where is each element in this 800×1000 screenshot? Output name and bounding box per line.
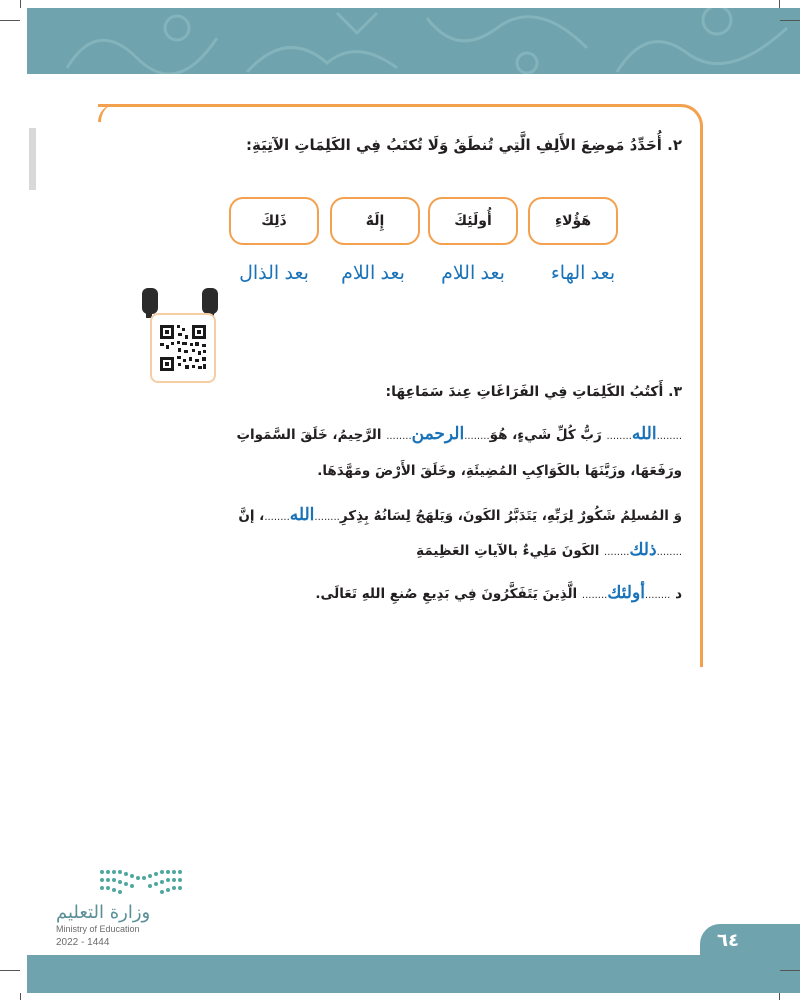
question-2-title: ٢. أُحَدِّدُ مَوضِعَ الأَلِفِ الَّتِي تُنطَقُ وَلَا تُكتَبُ فِي الكَلِمَاتِ الآتِيَةِ: xyxy=(246,136,682,154)
vision-dots-icon xyxy=(98,866,188,898)
blank: ........ xyxy=(644,590,671,601)
blank: ........ xyxy=(656,547,682,558)
sentence-text: ، إنَّ xyxy=(238,508,265,524)
answer-3: بعد اللام xyxy=(341,263,405,284)
sentence-text: الَّذِينَ يَتَفَكَّرُونَ فِي بَدِيعِ صُنعِ اللهِ تَعَالَى. xyxy=(315,586,578,602)
qr-code-icon xyxy=(152,315,214,381)
q3-line-1 xyxy=(236,424,682,444)
page-number: ٦٤ xyxy=(717,930,739,951)
blank: ........ xyxy=(314,512,340,523)
crop-mark xyxy=(0,20,20,21)
qr-code-frame[interactable] xyxy=(150,313,216,383)
ministry-name-en: Ministry of Education xyxy=(56,924,140,934)
item-letter: د xyxy=(675,586,682,602)
filled-answer: الله xyxy=(289,505,315,524)
blank: ........ xyxy=(581,590,608,601)
filled-answer: الرحمن xyxy=(411,424,465,443)
ministry-name-ar: وزارة التعليم xyxy=(56,902,151,923)
crop-mark xyxy=(779,0,780,8)
word-box-1: هَؤُلاءِ xyxy=(528,197,618,245)
header-pattern xyxy=(27,8,800,74)
footer-band xyxy=(27,955,800,993)
blank: ........ xyxy=(264,512,290,523)
crop-mark xyxy=(780,970,800,971)
q3-line-4 xyxy=(416,540,682,560)
sentence-text: رَبُّ كُلِّ شَيءٍ، هُوَ xyxy=(489,427,602,443)
q3-line-3 xyxy=(238,505,682,525)
sentence-text: الرَّحِيمُ، خَلَقَ السَّمَواتِ xyxy=(236,427,382,443)
filled-answer: الله xyxy=(631,424,657,443)
crop-mark xyxy=(20,993,21,1000)
filled-answer: ذلك xyxy=(629,540,657,559)
filled-answer: أولئك xyxy=(607,583,645,602)
sentence-text: الكَونَ مَلِيءٌ بالآياتِ العَظِيمَةِ xyxy=(416,543,600,559)
sentence-text: وَ المُسلِمُ شَكُورٌ لِرَبِّهِ، يَتَدَبَّرُ الكَونَ، وَيَلهَجُ لِسَانُهُ بِذِكرِ xyxy=(339,508,682,524)
question-3-title: ٣. أَكتُبُ الكَلِمَاتِ فِي الفَرَاغَاتِ عِندَ سَمَاعِهَا: xyxy=(385,384,682,400)
q3-line-5 xyxy=(315,583,682,603)
q3-line-2: ورَفَعَهَا، وزَيَّنَهَا بالكَوَاكِبِ المُضِيئَةِ، وخَلَقَ الأَرْضَ ومَهَّدَهَا. xyxy=(317,463,682,479)
crop-mark xyxy=(779,993,780,1000)
crop-mark xyxy=(20,0,21,8)
answer-4: بعد الذال xyxy=(239,263,309,284)
blank: ........ xyxy=(386,431,412,442)
crop-mark xyxy=(780,20,800,21)
crop-mark xyxy=(0,970,20,971)
header-band xyxy=(27,8,800,74)
answer-1: بعد الهاء xyxy=(550,263,616,284)
word-box-4: ذَلِكَ xyxy=(229,197,319,245)
word-box-3: إِلَهٌ xyxy=(330,197,420,245)
blank: ........ xyxy=(656,431,682,442)
word-box-2: أُولَئِكَ xyxy=(428,197,518,245)
answer-2: بعد اللام xyxy=(441,263,505,284)
blank: ........ xyxy=(604,547,630,558)
blank: ........ xyxy=(606,431,632,442)
blank: ........ xyxy=(464,431,490,442)
side-tab xyxy=(29,128,36,190)
edition-year: 2022 - 1444 xyxy=(56,937,110,948)
ministry-logo xyxy=(56,866,206,956)
